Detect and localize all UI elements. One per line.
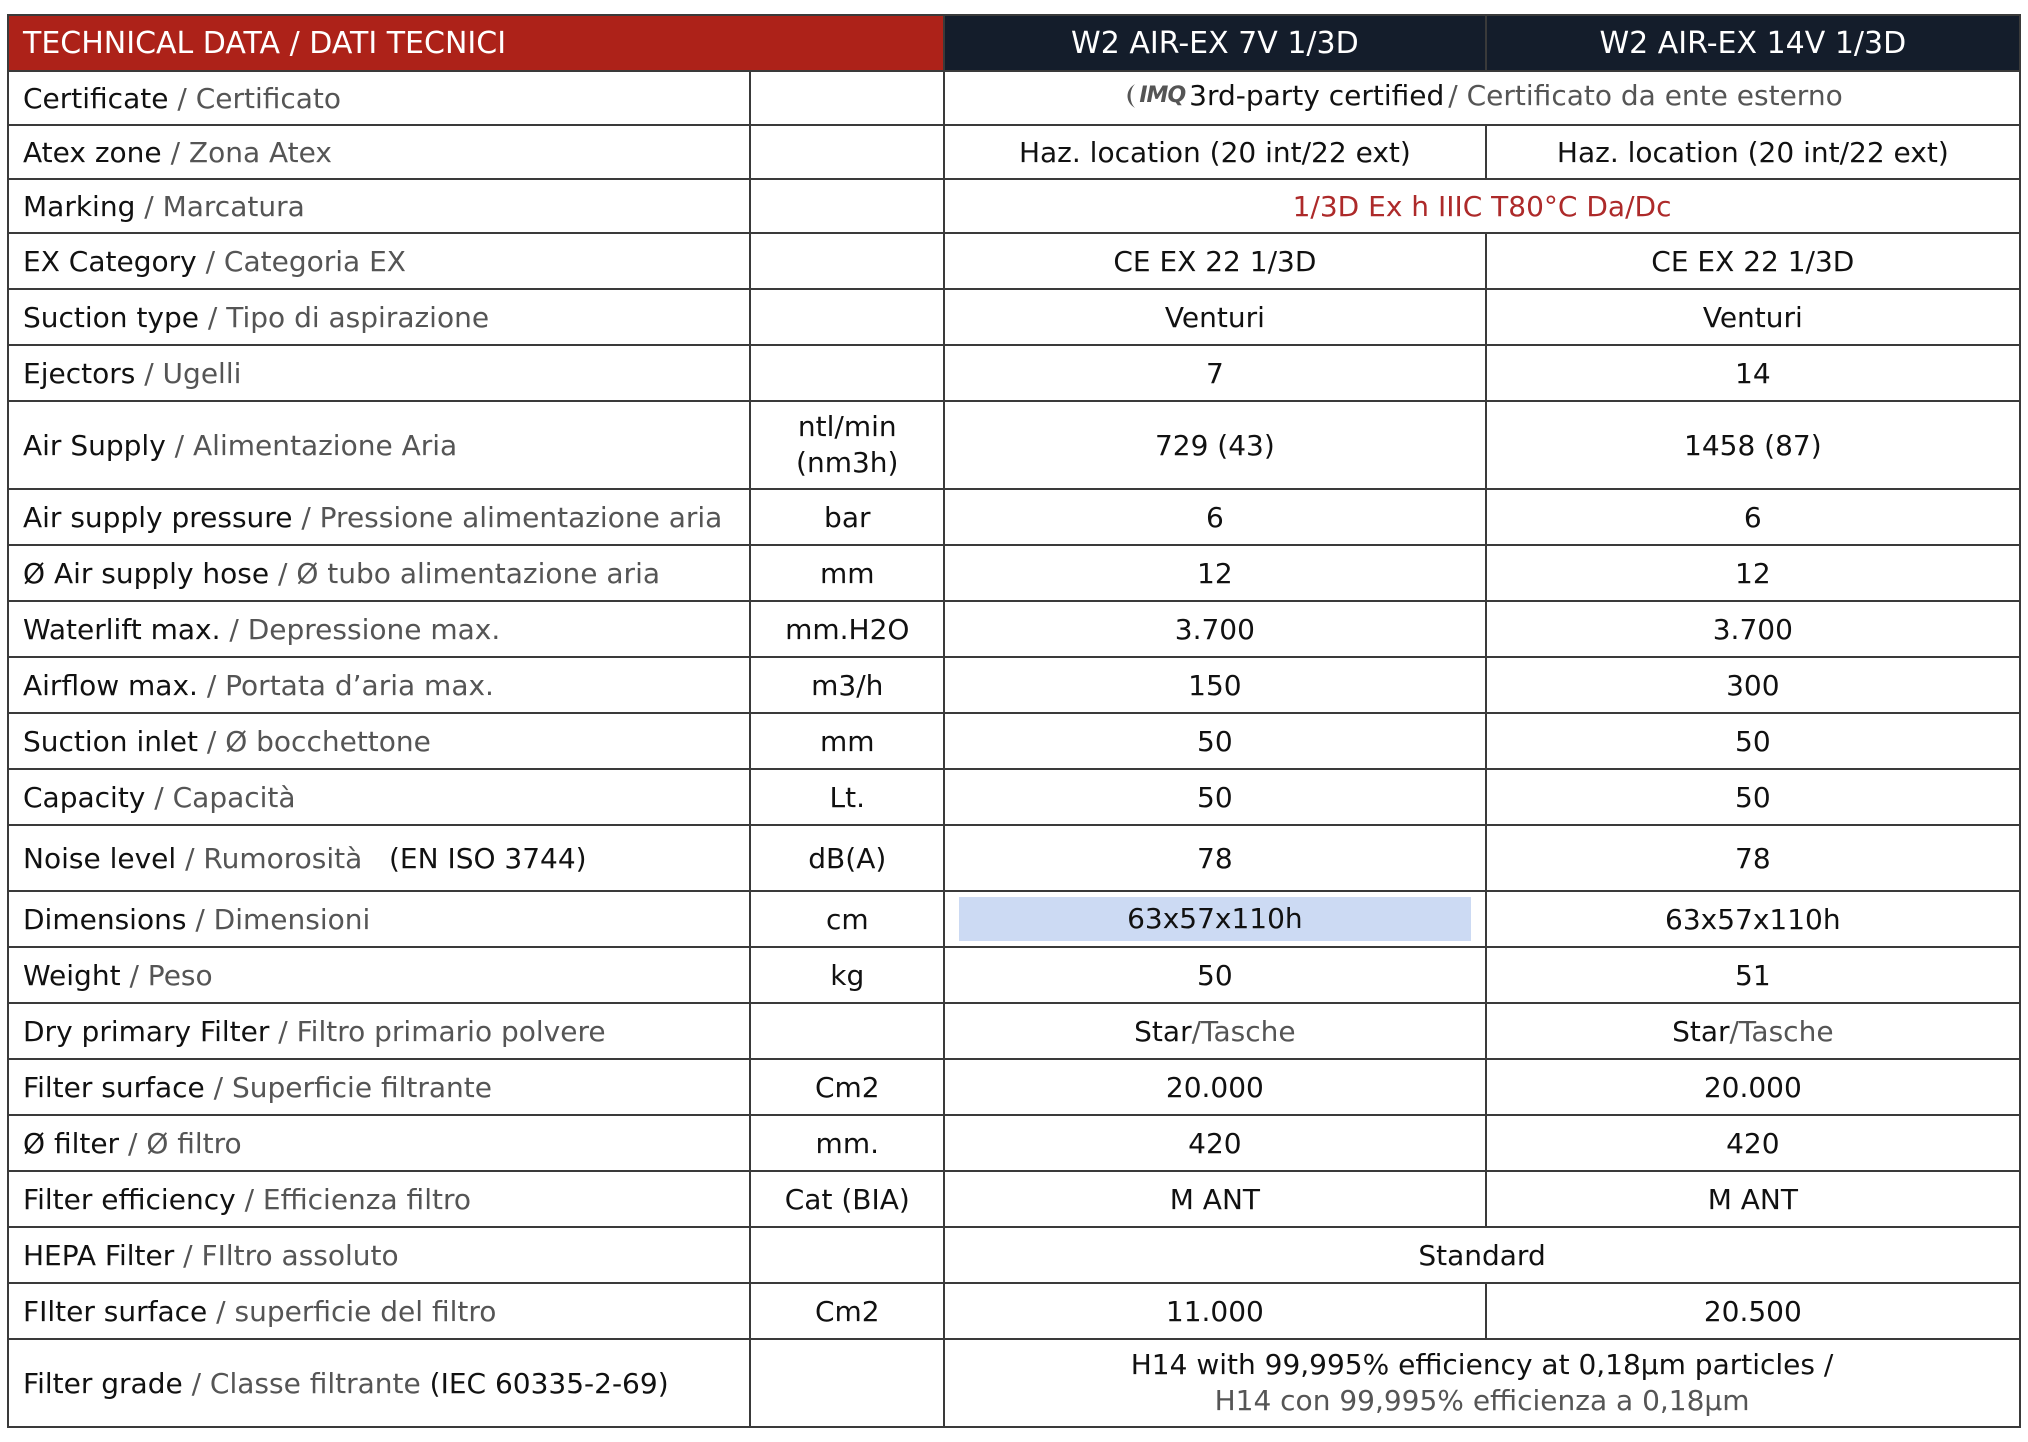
row-unit: Lt.	[750, 769, 944, 825]
header-row	[8, 15, 2020, 71]
row-unit: mm.	[750, 1115, 944, 1171]
row-label: Suction type / Tipo di aspirazione	[8, 289, 750, 345]
row-unit: m3/h	[750, 657, 944, 713]
row-unit	[750, 71, 944, 125]
table-row	[8, 489, 2020, 545]
row-label: Ø Air supply hose / Ø tubo alimentazione aria	[8, 545, 750, 601]
filter-grade-value: H14 with 99,995% efficiency at 0,18µm particles / H14 con 99,995% efficienza a 0,18µm	[944, 1339, 2020, 1427]
row-unit	[750, 233, 944, 289]
value-a: 12	[944, 545, 1486, 601]
value-b: 50	[1486, 769, 2020, 825]
table-row	[8, 545, 2020, 601]
value-b: 12	[1486, 545, 2020, 601]
value-a: 729 (43)	[944, 401, 1486, 489]
table-row	[8, 1339, 2020, 1427]
row-label: Filter grade / Classe filtrante (IEC 60335-2-69)	[8, 1339, 750, 1427]
value-b: 300	[1486, 657, 2020, 713]
value-b: 50	[1486, 713, 2020, 769]
value-b: 420	[1486, 1115, 2020, 1171]
row-unit: cm	[750, 891, 944, 947]
row-unit: ntl/min (nm3h)	[750, 401, 944, 489]
table-row	[8, 1227, 2020, 1283]
table-row	[8, 825, 2020, 891]
row-label: Noise level / Rumorosità (EN ISO 3744)	[8, 825, 750, 891]
row-label: Filter surface / Superficie filtrante	[8, 1059, 750, 1115]
table-row	[8, 713, 2020, 769]
row-label: Air Supply / Alimentazione Aria	[8, 401, 750, 489]
selected-cell-highlight: 63x57x110h	[959, 897, 1471, 941]
row-label: Airflow max. / Portata d’aria max.	[8, 657, 750, 713]
value-a: M ANT	[944, 1171, 1486, 1227]
row-unit: Cm2	[750, 1283, 944, 1339]
value-b: 6	[1486, 489, 2020, 545]
row-label: Dimensions / Dimensioni	[8, 891, 750, 947]
value-a: Haz. location (20 int/22 ext)	[944, 125, 1486, 179]
value-b: 14	[1486, 345, 2020, 401]
row-label: Marking / Marcatura	[8, 179, 750, 233]
table-row	[8, 289, 2020, 345]
value-b: Star/Tasche	[1486, 1003, 2020, 1059]
row-unit: mm	[750, 545, 944, 601]
table-row	[8, 947, 2020, 1003]
table-row	[8, 891, 2020, 947]
row-unit: mm	[750, 713, 944, 769]
table-row	[8, 769, 2020, 825]
imq-logo-icon: IMQ	[1121, 82, 1185, 110]
row-label: Filter efficiency / Efficienza filtro	[8, 1171, 750, 1227]
table-row	[8, 233, 2020, 289]
row-label: Waterlift max. / Depressione max.	[8, 601, 750, 657]
row-label: FIlter surface / superficie del filtro	[8, 1283, 750, 1339]
value-b: M ANT	[1486, 1171, 2020, 1227]
table-row	[8, 1003, 2020, 1059]
row-unit: Cat (BIA)	[750, 1171, 944, 1227]
value-a: 50	[944, 947, 1486, 1003]
value-a: 11.000	[944, 1283, 1486, 1339]
row-unit	[750, 125, 944, 179]
value-a: CE EX 22 1/3D	[944, 233, 1486, 289]
value-a: 20.000	[944, 1059, 1486, 1115]
value-a: 7	[944, 345, 1486, 401]
table-row	[8, 1115, 2020, 1171]
model-a-header: W2 AIR-EX 7V 1/3D	[944, 15, 1486, 71]
technical-data-table	[7, 14, 2021, 1428]
table-row	[8, 179, 2020, 233]
row-label: Atex zone / Zona Atex	[8, 125, 750, 179]
row-label: HEPA Filter / FIltro assoluto	[8, 1227, 750, 1283]
table-row	[8, 345, 2020, 401]
value-b: 1458 (87)	[1486, 401, 2020, 489]
row-unit: kg	[750, 947, 944, 1003]
row-label: Ø filter / Ø filtro	[8, 1115, 750, 1171]
row-unit: dB(A)	[750, 825, 944, 891]
row-unit	[750, 1227, 944, 1283]
value-b: Venturi	[1486, 289, 2020, 345]
row-unit	[750, 289, 944, 345]
table-row	[8, 1059, 2020, 1115]
value-b: 20.500	[1486, 1283, 2020, 1339]
row-unit	[750, 1003, 944, 1059]
row-label: Certificate / Certificato	[8, 71, 750, 125]
row-label: Suction inlet / Ø bocchettone	[8, 713, 750, 769]
value-a: 50	[944, 769, 1486, 825]
table-row	[8, 125, 2020, 179]
table-title: TECHNICAL DATA / DATI TECNICI	[8, 15, 944, 71]
value-a-selected[interactable]	[944, 891, 1486, 947]
row-label: Capacity / Capacità	[8, 769, 750, 825]
row-unit	[750, 1339, 944, 1427]
row-unit: Cm2	[750, 1059, 944, 1115]
row-label: Air supply pressure / Pressione alimentazione aria	[8, 489, 750, 545]
row-unit: bar	[750, 489, 944, 545]
value-a: Venturi	[944, 289, 1486, 345]
table-row	[8, 657, 2020, 713]
row-unit	[750, 345, 944, 401]
row-unit	[750, 179, 944, 233]
row-unit: mm.H2O	[750, 601, 944, 657]
certificate-value: IMQ 3rd-party certified / Certificato da ente esterno	[944, 71, 2020, 125]
value-b: 78	[1486, 825, 2020, 891]
value-a: 6	[944, 489, 1486, 545]
value-b: Haz. location (20 int/22 ext)	[1486, 125, 2020, 179]
marking-value: 1/3D Ex h IIIC T80°C Da/Dc	[944, 179, 2020, 233]
table-row	[8, 401, 2020, 489]
model-b-header: W2 AIR-EX 14V 1/3D	[1486, 15, 2020, 71]
value-b: 51	[1486, 947, 2020, 1003]
value-b: 3.700	[1486, 601, 2020, 657]
row-label: Ejectors / Ugelli	[8, 345, 750, 401]
value-b: CE EX 22 1/3D	[1486, 233, 2020, 289]
hepa-value: Standard	[944, 1227, 2020, 1283]
value-a: 3.700	[944, 601, 1486, 657]
value-a: Star/Tasche	[944, 1003, 1486, 1059]
table-row	[8, 1171, 2020, 1227]
value-b: 63x57x110h	[1486, 891, 2020, 947]
value-a: 78	[944, 825, 1486, 891]
row-label: Weight / Peso	[8, 947, 750, 1003]
table-row	[8, 71, 2020, 125]
value-b: 20.000	[1486, 1059, 2020, 1115]
table-row	[8, 1283, 2020, 1339]
row-label: Dry primary Filter / Filtro primario polvere	[8, 1003, 750, 1059]
value-a: 420	[944, 1115, 1486, 1171]
value-a: 150	[944, 657, 1486, 713]
value-a: 50	[944, 713, 1486, 769]
row-label: EX Category / Categoria EX	[8, 233, 750, 289]
table-row	[8, 601, 2020, 657]
